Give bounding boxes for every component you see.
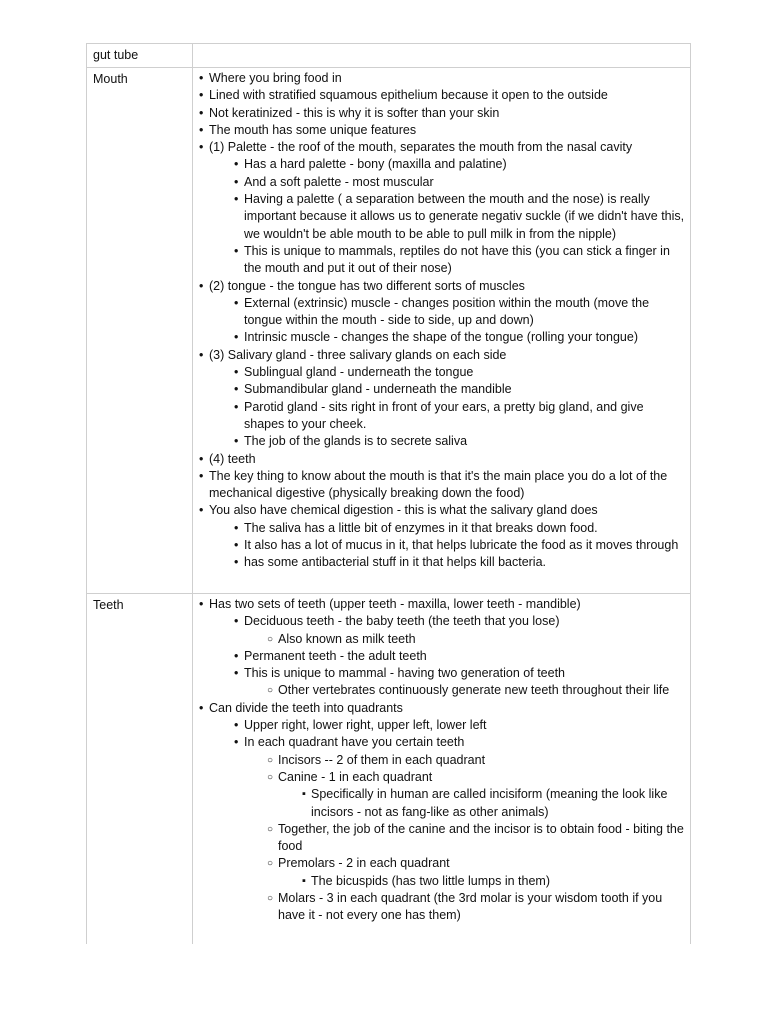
- notes-table-body: [87, 44, 691, 945]
- list-item: ○ Canine - 1 in each quadrant: [268, 769, 686, 786]
- table-row-gut-tube: [87, 44, 691, 68]
- list-item: ○ Together, the job of the canine and the incisor is to obtain food - biting the food: [268, 821, 686, 856]
- notes-table: [86, 43, 691, 944]
- list-item: • Sublingual gland - underneath the tongue: [234, 364, 686, 381]
- bullet-list: [199, 596, 686, 925]
- list-item: • Intrinsic muscle - changes the shape of the tongue (rolling your tongue): [234, 329, 686, 346]
- list-item: ○ Also known as milk teeth: [268, 631, 686, 648]
- list-item: • In each quadrant have you certain teeth: [234, 734, 686, 751]
- list-item: • And a soft palette - most muscular: [234, 174, 686, 191]
- list-item: • (3) Salivary gland - three salivary glands on each side: [199, 347, 686, 364]
- list-item: • The mouth has some unique features: [199, 122, 686, 139]
- list-item: ▪ Specifically in human are called incisiform (meaning the look like incisors - not as fang-like as other animals): [303, 786, 686, 821]
- list-item: • The key thing to know about the mouth is that it's the main place you do a lot of the mechanical digestive (physically breaking down the food): [199, 468, 686, 503]
- table-row-teeth: [87, 594, 691, 945]
- list-item: • The saliva has a little bit of enzymes in it that breaks down food.: [234, 520, 686, 537]
- list-item: • External (extrinsic) muscle - changes position within the mouth (move the tongue within the mouth - side to side, up and down): [234, 295, 686, 330]
- list-item: • Has two sets of teeth (upper teeth - maxilla, lower teeth - mandible): [199, 596, 686, 613]
- row-notes: [193, 44, 691, 68]
- list-item: • Lined with stratified squamous epithelium because it open to the outside: [199, 87, 686, 104]
- list-item: • Upper right, lower right, upper left, lower left: [234, 717, 686, 734]
- list-item: • Not keratinized - this is why it is softer than your skin: [199, 105, 686, 122]
- table-row-mouth: [87, 68, 691, 594]
- list-item: • Having a palette ( a separation between the mouth and the nose) is really important because it allows us to generate negativ suckle (if we didn't have this, we wouldn't be able mouth to be able to pull milk in from the nipple): [234, 191, 686, 243]
- row-notes: [193, 68, 691, 594]
- row-label: Mouth: [87, 68, 193, 594]
- list-item: • (1) Palette - the roof of the mouth, separates the mouth from the nasal cavity: [199, 139, 686, 156]
- list-item: • Parotid gland - sits right in front of your ears, a pretty big gland, and give shapes to your cheek.: [234, 399, 686, 434]
- list-item: ○ Premolars - 2 in each quadrant: [268, 855, 686, 872]
- list-item: • You also have chemical digestion - this is what the salivary gland does: [199, 502, 686, 519]
- list-item: • The job of the glands is to secrete saliva: [234, 433, 686, 450]
- list-item: ▪ The bicuspids (has two little lumps in them): [303, 873, 686, 890]
- row-label: gut tube: [87, 44, 193, 68]
- row-notes: [193, 594, 691, 945]
- list-item: • This is unique to mammals, reptiles do not have this (you can stick a finger in the mouth and put it out of their nose): [234, 243, 686, 278]
- bullet-list: [199, 70, 686, 572]
- list-item: • It also has a lot of mucus in it, that helps lubricate the food as it moves through: [234, 537, 686, 554]
- list-item: • Has a hard palette - bony (maxilla and palatine): [234, 156, 686, 173]
- list-item: • Permanent teeth - the adult teeth: [234, 648, 686, 665]
- list-item: • Submandibular gland - underneath the mandible: [234, 381, 686, 398]
- row-label: Teeth: [87, 594, 193, 945]
- list-item: • This is unique to mammal - having two generation of teeth: [234, 665, 686, 682]
- list-item: • (4) teeth: [199, 451, 686, 468]
- list-item: • (2) tongue - the tongue has two different sorts of muscles: [199, 278, 686, 295]
- list-item: • has some antibacterial stuff in it that helps kill bacteria.: [234, 554, 686, 571]
- list-item: ○ Incisors -- 2 of them in each quadrant: [268, 752, 686, 769]
- list-item: • Can divide the teeth into quadrants: [199, 700, 686, 717]
- list-item: ○ Other vertebrates continuously generate new teeth throughout their life: [268, 682, 686, 699]
- list-item: • Deciduous teeth - the baby teeth (the teeth that you lose): [234, 613, 686, 630]
- list-item: • Where you bring food in: [199, 70, 686, 87]
- list-item: ○ Molars - 3 in each quadrant (the 3rd molar is your wisdom tooth if you have it - not every one has them): [268, 890, 686, 925]
